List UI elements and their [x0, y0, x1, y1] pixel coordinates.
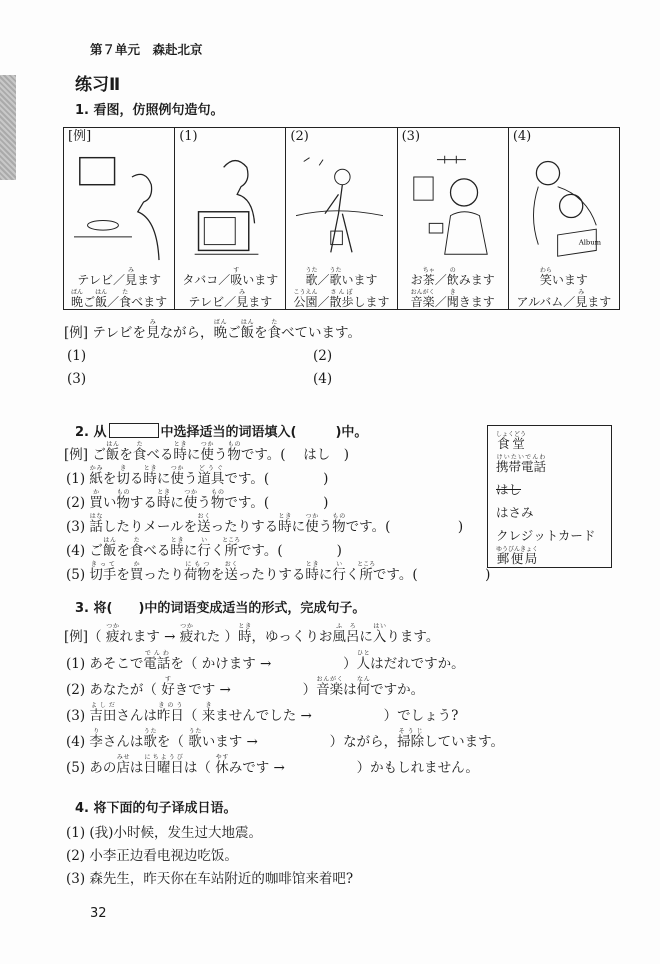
choice-item [496, 497, 603, 520]
answer-label-2: (2) [313, 348, 333, 364]
ruby-line: お茶ちゃ／飲のみます [410, 267, 495, 287]
verb-phrase-1 [286, 267, 396, 287]
ruby-line: 晩ばんご飯はん／食たべます [71, 289, 168, 309]
picture-cell [398, 128, 509, 309]
ruby-line: テレビ／見みます [188, 289, 273, 309]
ruby-word: 電話でんわ [143, 650, 171, 672]
ruby-word: 歌うた [188, 728, 202, 750]
picture-cell [286, 128, 397, 309]
ex4-item: (1) (我)小时候，发生过大地震。 [66, 825, 262, 841]
ruby-word: 使つか [170, 465, 184, 487]
verb-phrase-1 [175, 267, 285, 287]
ruby-line: (3) 吉田よしださんは昨日きのう（ 来きませんでした → ）でしょう? [66, 702, 459, 724]
picture-cell [509, 128, 619, 309]
ruby-word: 荷物にもつ [183, 561, 211, 583]
ruby-word: 日曜日にちようび [143, 754, 184, 776]
ruby-word: 切手きって [89, 561, 117, 583]
ruby-word: 音楽おんがく [316, 676, 344, 698]
instruction-text: 中选择适当的词语填入( )中。 [160, 425, 368, 440]
ruby-line: テレビ／見みます [77, 267, 161, 287]
exercise-title: 练习Ⅱ [75, 75, 121, 95]
ruby-word: 好す [161, 676, 175, 698]
ruby-word: 切き [116, 465, 130, 487]
ruby-word: 物もの [210, 489, 225, 511]
album-laughing-illustration [519, 148, 606, 262]
ruby-line: 歌うた／歌うたいます [305, 267, 378, 287]
ruby-word: 行い [332, 561, 346, 583]
picture-table [63, 127, 620, 310]
album-label: Album [578, 238, 601, 247]
ruby-word: 郵便局ゆうびんきょく [496, 546, 539, 567]
ruby-line: 笑わらいます [539, 267, 588, 287]
ruby-line: 公園こうえん／散歩さんぽします [293, 289, 390, 309]
ruby-word: 入はい [372, 623, 387, 645]
ruby-word: 疲つか [105, 623, 120, 645]
ruby-line: はさみ [496, 505, 534, 521]
ruby-word: 音楽おんがく [410, 289, 435, 309]
ruby-word: 食た [267, 319, 282, 341]
ruby-word: 時とき [143, 465, 157, 487]
ex4-item: (2) 小李正边看电视边吃饭。 [66, 848, 238, 864]
ex3-item [66, 754, 479, 777]
ruby-word: 茶ちゃ [422, 267, 435, 287]
ruby-word: 送おく [197, 513, 211, 535]
ruby-word: 笑わら [539, 267, 552, 287]
ex2-item [66, 465, 328, 488]
cell-label: [例] [68, 129, 92, 144]
ruby-word: 飯はん [240, 319, 255, 341]
ruby-word: 使つか [183, 489, 198, 511]
ruby-word: 歌うた [305, 267, 318, 287]
ruby-word: 時とき [238, 623, 252, 645]
ruby-word: 道具どうぐ [197, 465, 225, 487]
ruby-word: 話はな [89, 513, 103, 535]
ex3-example [64, 623, 439, 646]
ruby-word: 飯はん [105, 441, 120, 463]
ruby-line: (5) 切手きってを買かったり荷物にもつを送おくったりする時ときに行いく所ところです。( ) [66, 561, 491, 583]
ruby-word: 物もの [332, 513, 346, 535]
answer-label-4: (4) [313, 371, 333, 387]
tea-music-illustration [408, 148, 495, 262]
cell-label: (2) [290, 129, 309, 144]
ruby-word: 晩ばん [71, 289, 84, 309]
choice-item-used [496, 474, 603, 497]
singing-walk-illustration [296, 148, 383, 262]
verb-phrase-2 [64, 289, 174, 309]
ruby-line: (4) 李りさんは歌うたを（ 歌うたいます → ）ながら，掃除そうじしています。 [66, 728, 505, 750]
ruby-word: 買か [129, 561, 144, 583]
ex2-item [66, 489, 328, 512]
ruby-word: 昨日きのう [156, 702, 184, 724]
ex2-example [64, 441, 349, 464]
ruby-word: 時とき [156, 489, 171, 511]
ruby-line [496, 546, 538, 566]
ruby-word: 歌うた [143, 728, 157, 750]
chapter-tab [0, 75, 16, 180]
ruby-line: (4) ご飯はんを食たべる時ときに行いく所ところです。( ) [66, 537, 342, 559]
cell-label: (1) [179, 129, 198, 144]
ruby-word: 風呂ふろ [332, 623, 360, 645]
ruby-word: 飯はん [102, 537, 117, 559]
ex2-item [66, 537, 342, 560]
verb-phrase-2 [509, 289, 619, 309]
ex1-example [64, 319, 361, 342]
ex3-instruction: 3. 将( )中的词语变成适当的形式，完成句子。 [75, 601, 366, 616]
ex3-item [66, 702, 458, 725]
picture-cell [175, 128, 286, 309]
ruby-word: 所ところ [357, 561, 376, 583]
verb-phrase-1 [509, 267, 619, 287]
ruby-line [496, 454, 546, 474]
ruby-word: 時とき [305, 561, 319, 583]
cell-label: (4) [512, 129, 532, 144]
ruby-word: 歌うた [329, 267, 342, 287]
ruby-line: はし [496, 482, 522, 498]
choice-item [496, 428, 603, 451]
ruby-line [496, 431, 526, 451]
ruby-word: 時とき [173, 441, 187, 463]
ruby-line: 音楽おんがく／聞ききます [410, 289, 495, 309]
choice-item [496, 520, 603, 543]
smoking-tv-illustration [185, 148, 272, 262]
ruby-word: 疲つか [179, 623, 194, 645]
ruby-word: 吉田よしだ [89, 702, 117, 724]
ruby-word: 行い [197, 537, 211, 559]
ruby-word: 晩ばん [213, 319, 228, 341]
ruby-word: 李り [89, 728, 103, 750]
tv-dinner-illustration [74, 148, 161, 262]
ruby-line: [例] ご飯はんを食たべる時ときに使つかう物ものです。( はし ) [64, 441, 350, 463]
ruby-word: 見み [146, 319, 160, 341]
word-choice-box [487, 425, 612, 568]
ruby-word: 休やす [215, 754, 229, 776]
ruby-word: 店みせ [116, 754, 130, 776]
ex4-item: (3) 森先生，昨天你在车站附近的咖啡馆来着吧? [66, 871, 354, 887]
ruby-word: 公園こうえん [293, 289, 318, 309]
choice-box-symbol [109, 423, 159, 438]
ex2-item [66, 561, 490, 584]
ruby-word: 物もの [116, 489, 130, 511]
choice-item [496, 543, 603, 566]
ruby-line: [例]（ 疲つかれます → 疲つかれた ）時とき，ゆっくりお風呂ふろに入はいります。 [64, 623, 440, 645]
ruby-word: 見み [236, 289, 249, 309]
ruby-word: 時とき [278, 513, 292, 535]
ruby-word: 来き [201, 702, 216, 724]
verb-phrase-2 [286, 289, 396, 309]
ex1-instruction: 1. 看图，仿照例句造句。 [75, 103, 224, 118]
choice-item [496, 451, 603, 474]
ruby-line: タバコ／吸すいます [182, 267, 279, 287]
verb-phrase-1 [398, 267, 508, 287]
ruby-word: 散歩さんぽ [329, 289, 354, 309]
ruby-line: [例] テレビを見みながら，晩ばんご飯はんを食たべています。 [64, 319, 361, 341]
ex4-instruction: 4. 将下面的句子译成日语。 [75, 801, 237, 816]
ruby-word: 時とき [170, 537, 184, 559]
instruction-text: 2. 从 [75, 425, 107, 440]
ruby-word: 所ところ [222, 537, 241, 559]
ruby-line: (3) 話はなしたりメールを送おくったりする時ときに使つかう物ものです。( ) [66, 513, 464, 535]
ruby-line: アルバム／見みます [516, 289, 612, 309]
verb-phrase-2 [175, 289, 285, 309]
ruby-word: 聞き [446, 289, 459, 309]
ruby-word: 食た [132, 441, 147, 463]
ex3-item [66, 650, 465, 673]
answer-label-3: (3) [67, 371, 87, 387]
ruby-word: 使つか [305, 513, 319, 535]
ruby-word: 使つか [200, 441, 214, 463]
verb-phrase-2 [398, 289, 508, 309]
ruby-word: 見み [124, 267, 137, 287]
ruby-word: 飲の [446, 267, 459, 287]
ruby-word: 送おく [224, 561, 238, 583]
ruby-line: (5) あの店みせは日曜日にちようびは（ 休やすみです → ）かもしれません。 [66, 754, 479, 776]
ruby-word: 食堂しょくどう [496, 431, 527, 452]
ruby-line: (1) あそこで電話でんわを（ かけます → ）人ひとはだれですか。 [66, 650, 465, 672]
ruby-word: 何なん [356, 676, 371, 698]
ruby-word: 掃除そうじ [397, 728, 425, 750]
ruby-word: 物もの [227, 441, 241, 463]
ruby-line: クレジットカード [496, 528, 596, 544]
answer-label-1: (1) [67, 348, 87, 364]
ruby-line: (1) 紙かみを切きる時ときに使つかう道具どうぐです。( ) [66, 465, 329, 487]
page-number: 32 [90, 906, 107, 921]
unit-header: 第７单元 森赴北京 [90, 42, 203, 57]
cell-label: (3) [401, 129, 421, 144]
ex2-item [66, 513, 463, 536]
ex3-item [66, 676, 424, 699]
ruby-word: 食た [129, 537, 144, 559]
ruby-line: (2) あなたが（ 好すきです → ）音楽おんがくは何なんですか。 [66, 676, 425, 698]
ruby-word: 飯はん [95, 289, 108, 309]
ruby-word: 紙かみ [89, 465, 103, 487]
ex2-instruction [75, 423, 367, 441]
ruby-word: 吸す [230, 267, 243, 287]
ruby-word: 買か [89, 489, 103, 511]
ruby-word: 見み [575, 289, 588, 309]
ex3-item [66, 728, 504, 751]
ruby-line: (2) 買かい物ものする時ときに使つかう物ものです。( ) [66, 489, 329, 511]
ruby-word: 食た [119, 289, 132, 309]
picture-cell [64, 128, 175, 309]
ruby-word: 携帯電話けいたいでんわ [496, 454, 547, 475]
verb-phrase-1 [64, 267, 174, 287]
ruby-word: 人ひと [356, 650, 371, 672]
